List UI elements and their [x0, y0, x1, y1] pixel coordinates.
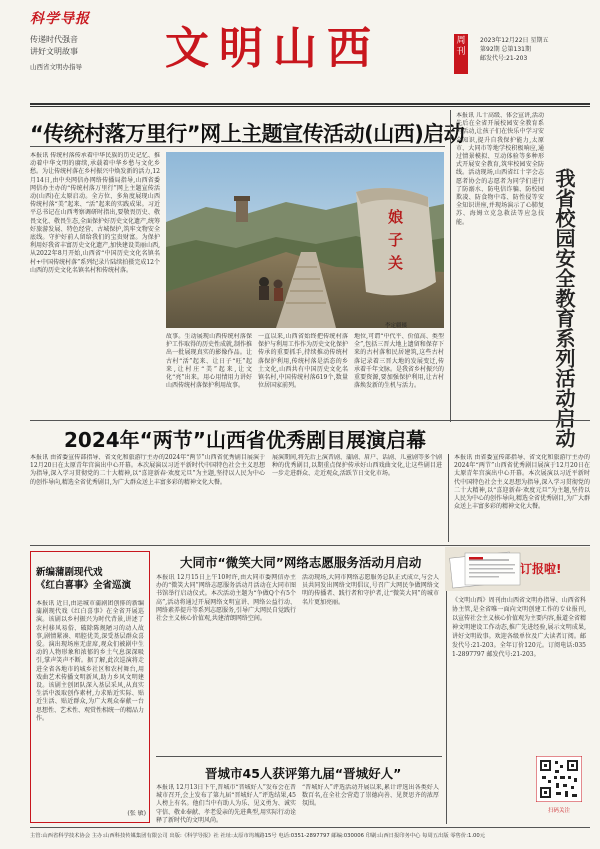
section-rule	[30, 420, 590, 421]
section-rule	[30, 545, 590, 546]
story-jincheng-body-b: “晋城好人”评选活动开展以来,累计评选出各类好人数百名,在全社会营造了崇德向善、见贤思齐的浓厚氛围。	[302, 784, 439, 808]
qr-caption: 扫码关注	[547, 808, 570, 814]
story-jincheng-body: 本报讯 12月13日下午,晋城市“晋城好人”发布会在晋城市召开,会上发布了第九届“晋城好人”评选结果,45人榜上有名。他们当中有助人为乐、见义勇为、诚实守信、敬业奉献、孝老爱亲的先进典型,用实际行动诠释了新时代的文明风尚。	[156, 784, 296, 824]
column-divider	[450, 110, 451, 422]
postal-code: 邮发代号:21-203	[480, 55, 528, 62]
story-villages-body: 本报讯 传统村落传承着中华民族的历史记忆、推动着中华文明的赓续,承载着中华乡愁与文化乡愁。为让传统村落在乡村振兴中焕发新的活力,12月14日,由中央网信办网络传播局指导,山西省委网信办主办的“传统村落万里行”网上主题宣传活动(山西)在太原启动。全方位、多角度展现山西传统村落“美”起来、“活”起来的实践成果。习近平总书记在山西考察调研时指出,要敬畏历史、敬畏文化、敬畏生态,全面保护好历史文化遗产,统筹好旅游发展、特色经营、古城保护,筑牢文物安全底线。守护好前人留给我们的宝贵财富。为保护利用好我省丰富历史文化遗产,加快建设美丽山西,从2022年8月开始,山西省“中国历史文化名镇名村+中国传统村落”系列纪录片陆续拍摄完成12个山西的历史文化名镇名村和传统村落。	[30, 152, 160, 274]
story-opera-body-c: 本报讯 由省委宣传部指导、省文化和旅游厅主办的2024年“两节”山西省优秀剧目展演于12月20日在太原青年宫演出中心开幕。本次展演以习近平新时代中国特色社会主义思想为指导,深入学习贯彻党的二十大精神,以“喜迎新春·欢度元旦”为主题,坚持以人民为中心的创作导向,精选全省优秀剧目,为广大群众送上丰富多彩的精神文化大餐。	[454, 454, 590, 511]
brand-name: 科学导报	[30, 11, 90, 27]
masthead-left	[30, 8, 150, 100]
issue-info	[480, 36, 590, 63]
boxed-title-line: 新编蒲剧现代戏	[36, 567, 103, 578]
photo-illustration	[166, 152, 444, 328]
story-opera-body-b: 展演期间,将先后上演晋剧、蒲剧、眉户、话剧、儿童剧等多个剧种的优秀剧目,以期重点保护传承好山西戏曲文化,让这些剧目进一步走进群众、走近观众,活跃节日文化市场。	[272, 454, 442, 478]
ad-banner	[445, 547, 590, 591]
qr-code-icon	[536, 756, 582, 802]
qr-code-graphic	[536, 756, 582, 802]
newspaper-title: 文明山西	[165, 23, 381, 74]
story-datong-body: 本报讯 12月15日上午10时许,由大同市委网信办主办的“微笑大同”网络志愿服务活动月活动在大同市图书馆举行启动仪式。本次活动主题为“争做Q个有5个高”,活动将通过开展网络文明宣讲、网络公益行动、网络素养提升等系列志愿服务,引导广大网民自觉践行社会主义核心价值观,共建清朗网络空间。	[156, 574, 296, 623]
ad-body: 《文明山西》周刊由山西省文明办指导、山西省科协主管,是全省唯一面向文明创建工作的专业报刊,以宣传社会主义核心价值观为主要内容,报道全省精神文明建设工作动态,推广先进经验,展示文明成果,讲好文明故事。欢迎各级单位及广大读者订阅。邮发代号:21-203。全年订价120元。订阅电话:0351-2897797 邮发代号:21-203。	[452, 597, 586, 658]
headline-jincheng-good-people: 晋城市45人获评第九届“晋城好人”	[205, 766, 402, 781]
photo-sign-char: 子	[388, 231, 404, 249]
slogan-line: 讲好文明故事	[30, 47, 78, 56]
slogan-line: 传递时代强音	[30, 35, 78, 44]
photo-sign-char: 关	[388, 254, 404, 272]
boxed-story-body: 本报讯 近日,由运城市蒲剧团创排的新编蒲剧现代戏《红白喜事》在全省开展巡演。该剧以乡村振兴为时代背景,讲述了农村移风易俗、破除陈规陋习的动人故事,剧情紧凑、唱腔优美,深受基层群众喜爱。演出现场座无虚席,观众们被剧中生动的人物形象和浓郁的乡土气息深深吸引,掌声笑声不断。据了解,此次巡演将走进全省各地市的城乡社区和农村舞台,用戏曲艺术传播文明新风,助力乡风文明建设。该剧主创团队深入基层采风,从真实生活中汲取创作素材,力求贴近实际、贴近生活、贴近群众,为广大观众奉献一台思想性、艺术性、观赏性相统一的精品力作。	[36, 600, 144, 722]
story-villages-body-d: 地位,可谓“中代平、价值高、类型全”,包括三晋大地上遗留和保存下来的古村落和民居建筑,这些古村落记录着三晋大地的发展变迁,传承着千年文脉。是我省乡村振兴的重要资源,要加强保护利用,让古村落焕发新的生机与活力。	[354, 333, 444, 390]
ad-subscribe-label: 订报啦!	[520, 562, 562, 576]
newspaper-stack-icon	[445, 547, 590, 591]
photo-credit: 李定疆摄	[385, 323, 408, 329]
photo-sign-char: 娘	[388, 208, 404, 226]
photo-niangziguan	[166, 152, 444, 328]
headline-opera-showcase: 2024年“两节”山西省优秀剧目展演启幕	[64, 428, 426, 452]
boxed-story-title	[36, 566, 131, 592]
slogans	[30, 34, 150, 58]
headline-school-safety: 我省校园安全教育系列活动启动	[552, 168, 576, 448]
story-villages-body-c: 一直以来,山西省始终把传统村落保护与利用工作作为历史文化保护传承的重要抓手,持续推动传统村落保护利用,传统村落是活态的乡土文化,山西共有中国历史文化名镇名村,中国传统村落619个,数量位居国家前列。	[258, 333, 348, 390]
headline-rule	[30, 146, 445, 147]
issue-number: 第92期 总第131期	[480, 46, 531, 53]
boxed-title-line: 《红白喜事》全省巡演	[36, 580, 132, 591]
weekly-badge: 周刊	[454, 34, 468, 74]
section-rule	[156, 756, 442, 757]
story-villages-body-b: 故事。生动展现山西传统村落保护工作取得的历史性成就,制作推出一批展现真实的影像作品。让古村“活”起来、让日子“旺”起来,让村庄“美”起来,让文化“亮”出来。用心用情用力讲好山西传统村落保护利用故事。	[166, 333, 252, 390]
column-divider	[448, 454, 449, 542]
supervised-by: 山西省文明办指导	[30, 63, 82, 71]
footer-imprint: 主管:山西省科学技术协会 主办:山西科技传媒集团有限公司 出版:《科学导报》社 社址:太原市坞城路15号 电话:0351-2897797 邮编:030006 印刷:山西日报印务中心 每周五出版 零售价:1.00元	[30, 833, 486, 839]
masthead-rule	[30, 103, 590, 105]
footer-rule	[30, 827, 590, 828]
headline-traditional-villages: “传统村落万里行”网上主题宣传活动(山西)启动	[30, 122, 465, 146]
boxed-story-byline: (张 敏)	[127, 810, 146, 817]
story-datong-body-b: 活动现场,大同市网络志愿服务总队正式成立,与会人员共同发出网络文明倡议,号召广大网民争做网络文明的传播者、践行者和守护者,让“微笑大同”的城市名片更加亮丽。	[302, 574, 439, 606]
headline-datong-volunteer: 大同市“微笑大同”网络志愿服务活动月启动	[180, 555, 422, 570]
story-opera-body: 本报讯 由省委宣传部指导、省文化和旅游厅主办的2024年“两节”山西省优秀剧目展演于12月20日在太原青年宫演出中心开幕。本次展演以习近平新时代中国特色社会主义思想为指导,深入学习贯彻党的二十大精神,以“喜迎新春·欢度元旦”为主题,坚持以人民为中心的创作导向,精选全省优秀剧目,为广大群众送上丰富多彩的精神文化大餐。	[30, 454, 265, 486]
issue-date: 2023年12月22日 星期五	[480, 37, 549, 44]
story-school-safety-body: 本报讯 儿十高级、体会宣讲,活动先后在全省开展校园安全教育系列活动,让孩子们在快乐中学习安全知识,提升自我保护能力,太原市、大同市等地学校积极响应,通过情景模拟、互动体验等多种形式开展安全教育,筑牢校园安全防线。活动现场,山西省红十字会志愿者协会的志愿者为同学们进行了防溺水、防电信诈骗、防校园欺凌、防食物中毒、防性侵等安全知识讲座,并现场演示了心肺复苏、海姆立克急救法等应急技能。	[456, 112, 544, 226]
masthead-rule-thin	[30, 106, 590, 107]
